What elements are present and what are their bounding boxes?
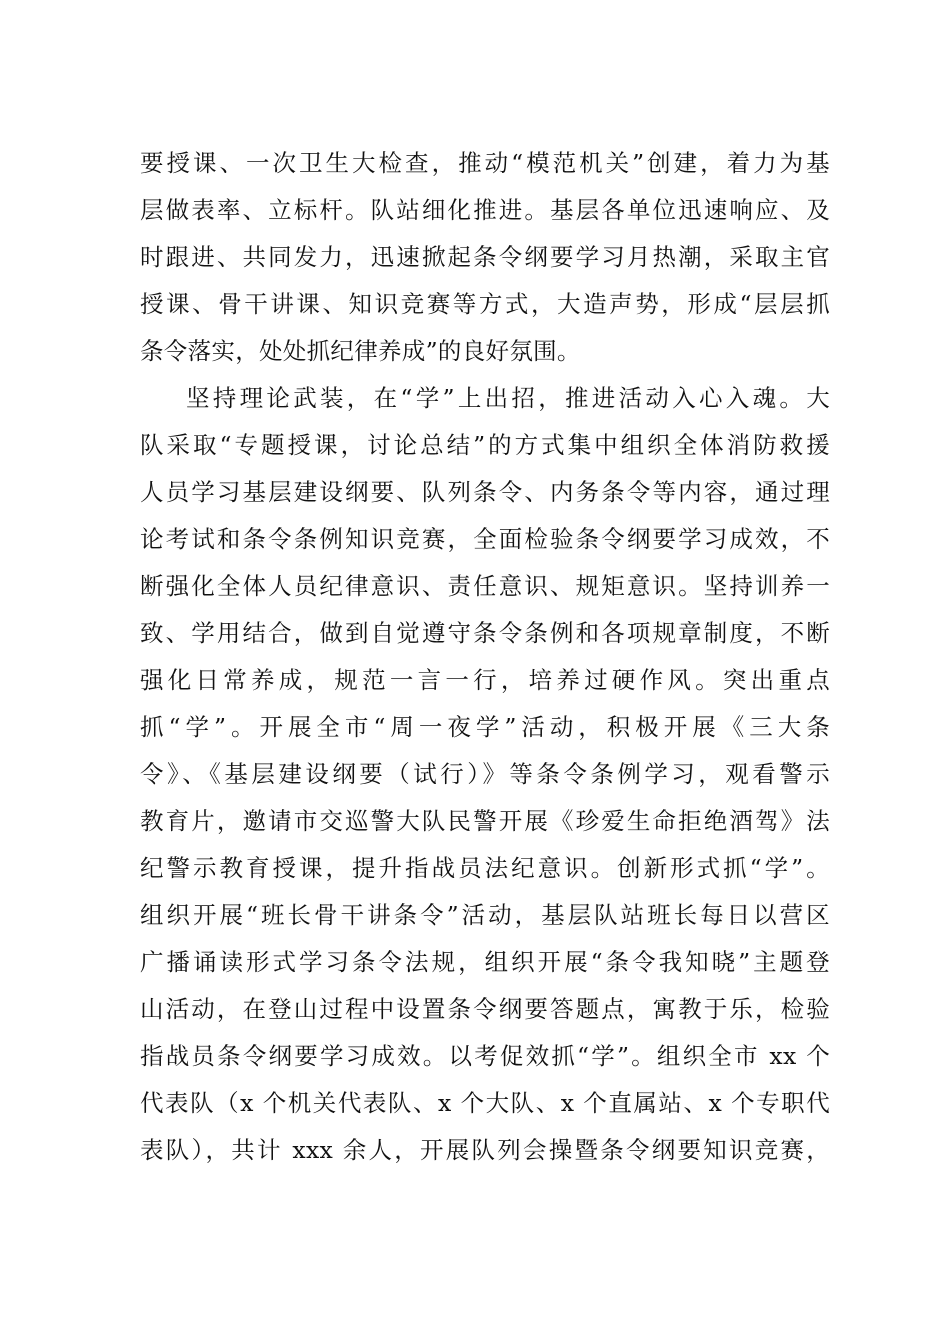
paragraph-line: 队采取“专题授课，讨论总结”的方式集中组织全体消防救援 — [140, 431, 830, 459]
paragraph-line: 要授课、一次卫生大检查，推动“模范机关”创建，着力为基 — [140, 149, 830, 177]
paragraph-line: 论考试和条令条例知识竞赛，全面检验条令纲要学习成效，不 — [140, 525, 830, 553]
paragraph-line: 断强化全体人员纪律意识、责任意识、规矩意识。坚持训养一 — [140, 572, 830, 600]
paragraph-line: 坚持理论武装，在“学”上出招，推进活动入心入魂。大 — [186, 384, 830, 412]
paragraph-line: 山活动，在登山过程中设置条令纲要答题点，寓教于乐，检验 — [140, 995, 830, 1023]
paragraph-line: 代表队（x 个机关代表队、x 个大队、x 个直属站、x 个专职代 — [140, 1089, 830, 1117]
paragraph-1 — [140, 140, 830, 375]
paragraph-line: 强化日常养成，规范一言一行，培养过硬作风。突出重点 — [140, 666, 830, 694]
paragraph-line: 抓“学”。开展全市“周一夜学”活动，积极开展《三大条 — [140, 713, 830, 741]
paragraph-line: 教育片，邀请市交巡警大队民警开展《珍爱生命拒绝酒驾》法 — [140, 807, 830, 835]
paragraph-line: 令》、《基层建设纲要（试行）》等条令条例学习，观看警示 — [140, 760, 830, 788]
paragraph-line: 层做表率、立标杆。队站细化推进。基层各单位迅速响应、及 — [140, 196, 830, 224]
paragraph-line: 组织开展“班长骨干讲条令”活动，基层队站班长每日以营区 — [140, 901, 830, 929]
document-body — [140, 140, 830, 1174]
paragraph-line: 表队），共计 xxx 余人，开展队列会操暨条令纲要知识竞赛， — [140, 1136, 830, 1164]
paragraph-2 — [140, 375, 830, 1174]
paragraph-line: 时跟进、共同发力，迅速掀起条令纲要学习月热潮，采取主官 — [140, 243, 830, 271]
paragraph-line: 条令落实，处处抓纪律养成”的良好氛围。 — [140, 337, 581, 365]
paragraph-line: 广播诵读形式学习条令法规，组织开展“条令我知晓”主题登 — [140, 948, 830, 976]
paragraph-line: 人员学习基层建设纲要、队列条令、内务条令等内容，通过理 — [140, 478, 830, 506]
paragraph-line: 致、学用结合，做到自觉遵守条令条例和各项规章制度，不断 — [140, 619, 830, 647]
paragraph-line: 指战员条令纲要学习成效。以考促效抓“学”。组织全市 xx 个 — [140, 1042, 830, 1070]
paragraph-line: 纪警示教育授课，提升指战员法纪意识。创新形式抓“学”。 — [140, 854, 830, 882]
paragraph-line: 授课、骨干讲课、知识竞赛等方式，大造声势，形成“层层抓 — [140, 290, 830, 318]
